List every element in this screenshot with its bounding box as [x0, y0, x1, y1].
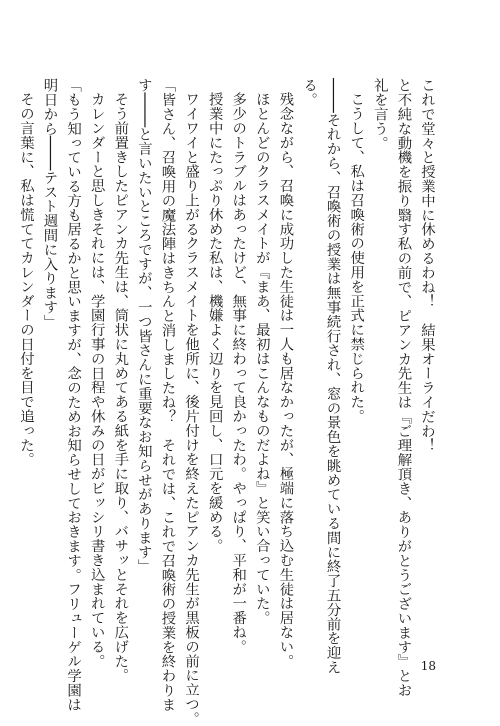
text-line: る。: [301, 78, 318, 107]
text-line: 多少のトラブルはあったけど、無事に終わって良かったわ。やっぱり、平和が一番ね。: [230, 92, 247, 654]
text-line: 礼を言う。: [371, 78, 388, 150]
text-line: 「もう知っている方も居るかと思いますが、念のためお知らせしておきます。フリューゲル学園は: [65, 78, 82, 712]
text-line: 授業中にたっぷり休めた私は、機嫌よく辺りを見回し、口元を緩める。: [206, 92, 223, 554]
text-line: と不純な動機を振り翳す私の前で、ピアンカ先生は『ご理解頂き、ありがとうございます』とお: [395, 78, 412, 698]
text-line: その言葉に、私は慌ててカレンダーの日付を目で追った。: [17, 92, 34, 467]
text-line: ほとんどのクラスメイトが『まあ、最初はこんなものだよね』と笑い合っていた。: [253, 92, 270, 626]
text-line: ワイワイと盛り上がるクラスメイトを他所に、後片付けを終えたピアンカ先生が黒板の前に立つ。: [183, 92, 200, 726]
text-line: こうして、私は召喚術の使用を正式に禁じられた。: [348, 92, 365, 424]
text-line: そう前置きしたピアンカ先生は、筒状に丸めてある紙を手に取り、バサッとそれを広げた。: [112, 92, 129, 683]
text-line: 残念ながら、召喚に成功した生徒は一人も居なかったが、極端に落ち込む生徒は居ない。: [277, 92, 294, 669]
page-number: 18: [420, 659, 436, 673]
text-line: 明日から────テスト週間に入ります」: [41, 78, 58, 329]
text-line: カレンダーと思しきそれには、学園行事の日程や休みの日がビッシリ書き込まれている。: [88, 92, 105, 669]
text-line: 「皆さん、召喚用の魔法陣はきちんと消しましたね？ それでは、これで召喚術の授業を終わりま: [159, 78, 176, 712]
text-line: これで堂々と授業中に休めるわね！ 結果オーライだわ！: [419, 78, 435, 453]
text-line: ────それから、召喚術の授業は無事続行され、窓の景色を眺めている間に終了五分前を迎え: [324, 78, 341, 675]
text-line: す────と言いたいところですが、一つ皆さんに重要なお知らせがあります」: [135, 78, 152, 574]
